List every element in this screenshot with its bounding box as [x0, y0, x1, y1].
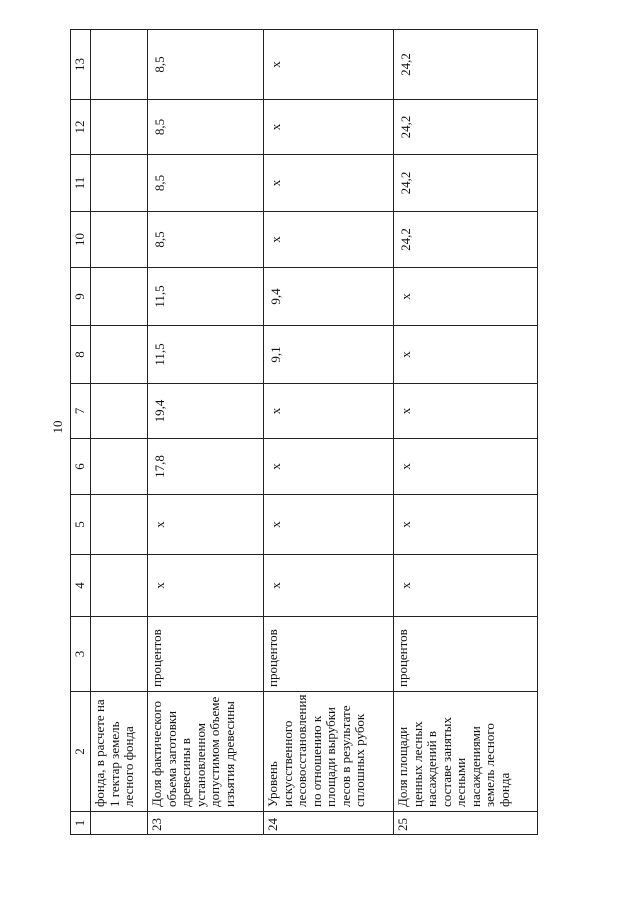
header-row [71, 30, 91, 835]
indicator-name-cell: Доля фактического объема заготовки древесины в установленном допустимом объеме изъятия древесины [148, 692, 264, 812]
value-cell: х [264, 384, 394, 439]
value-cell: 8,5 [148, 100, 264, 155]
value-cell [91, 384, 148, 439]
value-cell: х [394, 268, 538, 326]
column-number: 1 [71, 812, 91, 835]
value-cell: 24,2 [394, 155, 538, 212]
value-cell: 8,5 [148, 212, 264, 268]
value-cell: х [394, 439, 538, 495]
value-cell: 19,4 [148, 384, 264, 439]
value-cell: х [394, 555, 538, 617]
value-cell [91, 212, 148, 268]
column-number: 10 [71, 212, 91, 268]
value-cell: 8,5 [148, 155, 264, 212]
table-row [264, 30, 394, 835]
value-cell: х [394, 326, 538, 384]
value-cell: 9,1 [264, 326, 394, 384]
column-number: 5 [71, 495, 91, 555]
value-cell: х [264, 555, 394, 617]
row-number-cell: 24 [264, 812, 394, 835]
column-number: 6 [71, 439, 91, 495]
value-cell: х [394, 384, 538, 439]
value-cell [91, 30, 148, 100]
value-cell: 24,2 [394, 30, 538, 100]
column-number: 8 [71, 326, 91, 384]
indicator-name-cell: Уровень искусственного лесовосстановления по отношению к площади вырубки лесов в результате сплошных рубок [264, 692, 394, 812]
value-cell: 9,4 [264, 268, 394, 326]
value-cell: х [264, 212, 394, 268]
indicator-name-cell: Доля площади ценных лесных насаждений в составе занятых лесными насаждениями земель лесного фонда [394, 692, 538, 812]
value-cell [91, 555, 148, 617]
value-cell [91, 495, 148, 555]
column-number: 3 [71, 617, 91, 692]
value-cell: х [394, 495, 538, 555]
value-cell [91, 268, 148, 326]
rotated-table-wrapper [70, 30, 565, 835]
page-number: 10 [50, 420, 65, 434]
value-cell: х [264, 439, 394, 495]
column-number: 11 [71, 155, 91, 212]
row-number-cell: 23 [148, 812, 264, 835]
value-cell [91, 155, 148, 212]
value-cell: х [264, 30, 394, 100]
value-cell [91, 100, 148, 155]
value-cell: х [264, 100, 394, 155]
value-cell: 17,8 [148, 439, 264, 495]
value-cell: 24,2 [394, 212, 538, 268]
column-number: 2 [71, 692, 91, 812]
value-cell: х [148, 495, 264, 555]
value-cell: 11,5 [148, 268, 264, 326]
column-number: 13 [71, 30, 91, 100]
table-row [91, 30, 148, 835]
column-number: 9 [71, 268, 91, 326]
value-cell: 8,5 [148, 30, 264, 100]
column-number: 4 [71, 555, 91, 617]
table-row [148, 30, 264, 835]
unit-cell: процентов [394, 617, 538, 692]
value-cell: х [264, 155, 394, 212]
indicator-table [70, 29, 538, 835]
row-number-cell [91, 812, 148, 835]
value-cell: х [148, 555, 264, 617]
column-number: 12 [71, 100, 91, 155]
unit-cell: процентов [264, 617, 394, 692]
value-cell [91, 439, 148, 495]
indicator-name-cell: фонда, в расчете на 1 гектар земель лесного фонда [91, 692, 148, 812]
unit-cell: процентов [148, 617, 264, 692]
row-number-cell: 25 [394, 812, 538, 835]
value-cell: 24,2 [394, 100, 538, 155]
value-cell: х [264, 495, 394, 555]
table-row [394, 30, 538, 835]
value-cell [91, 326, 148, 384]
column-number: 7 [71, 384, 91, 439]
value-cell: 11,5 [148, 326, 264, 384]
unit-cell [91, 617, 148, 692]
